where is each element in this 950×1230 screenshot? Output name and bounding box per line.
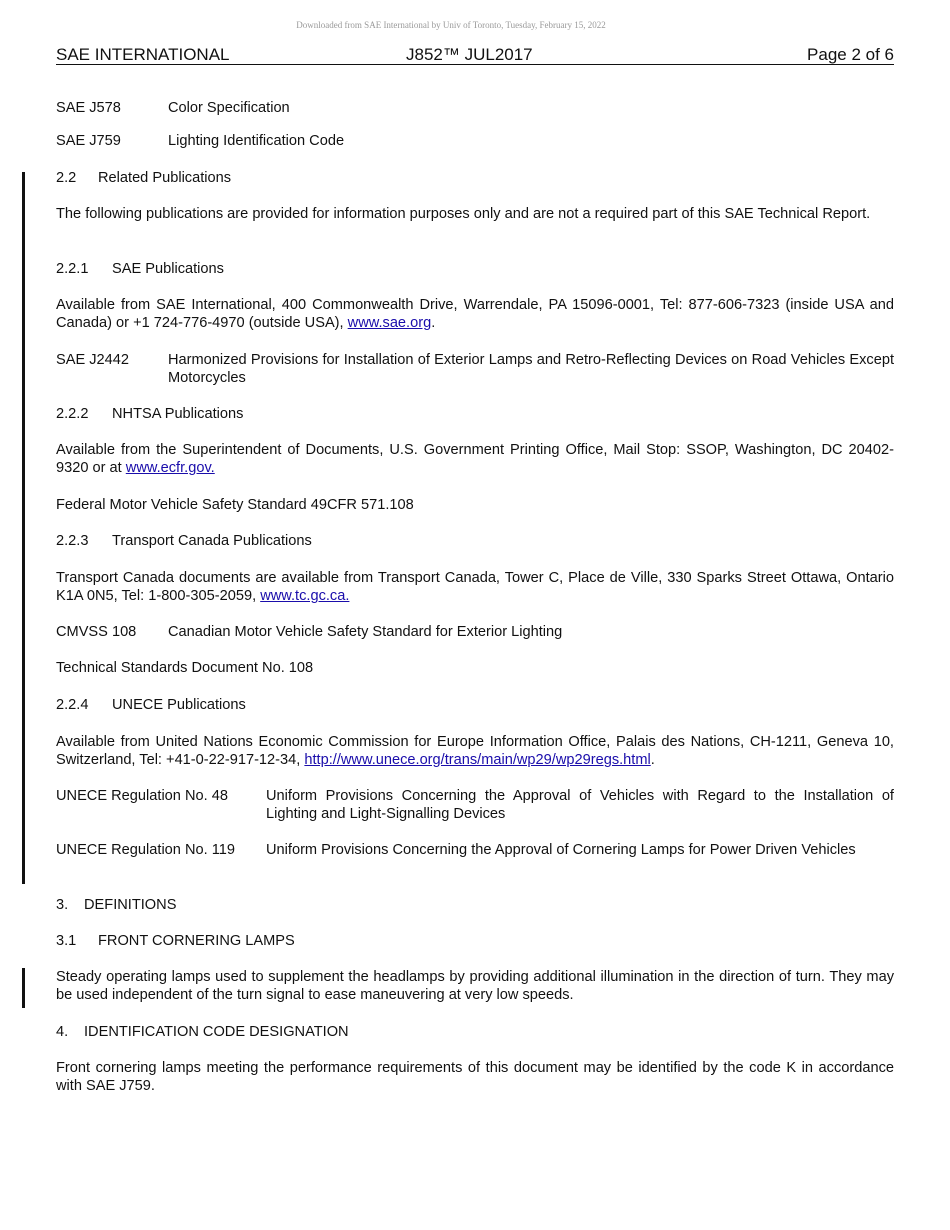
reference-code: UNECE Regulation No. 48 <box>56 788 228 804</box>
reference-description: Lighting Identification Code <box>168 133 345 149</box>
section-number: 2.2.1 <box>56 261 89 277</box>
section-heading <box>56 932 894 950</box>
reference-code: SAE J759 <box>56 133 121 149</box>
page-header <box>56 45 894 65</box>
tc-website-link[interactable]: www.tc.gc.ca. <box>260 588 350 604</box>
download-watermark: Downloaded from SAE International by Univ of Toronto, Tuesday, February 15, 2022 <box>296 20 606 30</box>
section-heading <box>56 532 894 550</box>
section-number: 2.2.4 <box>56 697 89 713</box>
reference-entry <box>56 623 894 641</box>
reference-description: Color Specification <box>168 100 290 116</box>
paragraph: Technical Standards Document No. 108 <box>56 660 314 676</box>
reference-entry <box>56 841 894 877</box>
paragraph-text: Available from SAE International, 400 Commonwealth Drive, Warrendale, PA 15096-0001, Tel: 877-606-7323 (inside USA and Canada) or +1 724-776-4970 (outside USA), <box>56 297 894 331</box>
paragraph: Steady operating lamps used to supplement the headlamps by providing additional illumination in the direction of turn. They may be used independent of the turn signal to ease maneuvering at very low speeds. <box>56 969 894 1003</box>
section-title: NHTSA Publications <box>112 406 244 422</box>
section-number: 3.1 <box>56 933 77 949</box>
reference-description: Canadian Motor Vehicle Safety Standard for Exterior Lighting <box>168 624 563 640</box>
paragraph: Federal Motor Vehicle Safety Standard 49CFR 571.108 <box>56 497 414 513</box>
revision-change-bar <box>22 172 25 884</box>
section-title: DEFINITIONS <box>84 897 177 913</box>
reference-entry <box>56 787 894 823</box>
paragraph <box>56 441 894 477</box>
section-number: 2.2.2 <box>56 406 89 422</box>
section-heading <box>56 896 894 914</box>
section-heading <box>56 696 894 714</box>
revision-change-bar <box>22 968 25 1008</box>
reference-code: UNECE Regulation No. 119 <box>56 842 236 858</box>
paragraph-text: Available from United Nations Economic Commission for Europe Information Office, Palais des Nations, CH-1211, Geneva 10, Switzerland, Tel: +41-0-22-917-12-34, <box>56 734 894 768</box>
paragraph-text: Transport Canada documents are available from Transport Canada, Tower C, Place de Ville, 330 Sparks Street Ottawa, Ontario K1A 0N5, Tel: 1-800-305-2059, <box>56 570 894 604</box>
paragraph-text: Available from the Superintendent of Documents, U.S. Government Printing Office, Mail Stop: SSOP, Washington, DC 20402-9320 or at <box>56 442 894 476</box>
section-heading <box>56 405 894 423</box>
header-document-id: J852™ JUL2017 <box>406 45 533 64</box>
section-number: 2.2.3 <box>56 533 89 549</box>
paragraph <box>56 569 894 605</box>
reference-entry <box>56 132 894 150</box>
section-title: Transport Canada Publications <box>112 533 312 549</box>
paragraph: The following publications are provided for information purposes only and are not a required part of this SAE Technical Report. <box>56 206 871 222</box>
header-publisher: SAE INTERNATIONAL <box>56 45 230 64</box>
section-title: UNECE Publications <box>112 697 246 713</box>
ecfr-website-link[interactable]: www.ecfr.gov. <box>125 460 215 476</box>
unece-website-link[interactable]: http://www.unece.org/trans/main/wp29/wp29regs.html <box>304 752 651 768</box>
section-title: Related Publications <box>98 170 232 186</box>
reference-entry <box>56 99 894 117</box>
section-title: FRONT CORNERING LAMPS <box>98 933 295 949</box>
reference-code: SAE J2442 <box>56 352 130 368</box>
section-heading <box>56 1023 894 1041</box>
reference-description: Harmonized Provisions for Installation of Exterior Lamps and Retro-Reflecting Devices on Road Vehicles Except Motorcycles <box>168 352 894 386</box>
reference-code: SAE J578 <box>56 100 121 116</box>
reference-entry <box>56 351 894 387</box>
paragraph: Front cornering lamps meeting the performance requirements of this document may be identified by the code K in accordance with SAE J759. <box>56 1060 894 1094</box>
section-title: SAE Publications <box>112 261 224 277</box>
paragraph: Available from United Nations Economic Commission for Europe Information Office, Palais des Nations, CH-1211, Geneva 10, Switzerland, Tel: +41-0-22-917-12-34, http://www.unece.org/trans/main/wp29/wp29regs.html. <box>56 734 894 768</box>
section-number: 4. <box>56 1024 69 1040</box>
reference-code: CMVSS 108 <box>56 624 137 640</box>
paragraph: Available from SAE International, 400 Commonwealth Drive, Warrendale, PA 15096-0001, Tel: 877-606-7323 (inside USA and Canada) or +1 724-776-4970 (outside USA), www.sae.org. <box>56 297 894 331</box>
sae-website-link[interactable]: www.sae.org <box>347 315 432 331</box>
section-title: IDENTIFICATION CODE DESIGNATION <box>84 1024 349 1040</box>
section-heading <box>56 169 894 187</box>
section-number: 2.2 <box>56 170 77 186</box>
reference-description: Uniform Provisions Concerning the Approval of Vehicles with Regard to the Installation of Lighting and Light-Signalling Devices <box>266 788 894 822</box>
section-heading <box>56 260 894 278</box>
header-page-number: Page 2 of 6 <box>807 45 894 64</box>
section-number: 3. <box>56 897 69 913</box>
reference-description: Uniform Provisions Concerning the Approval of Cornering Lamps for Power Driven Vehicles <box>266 842 856 858</box>
